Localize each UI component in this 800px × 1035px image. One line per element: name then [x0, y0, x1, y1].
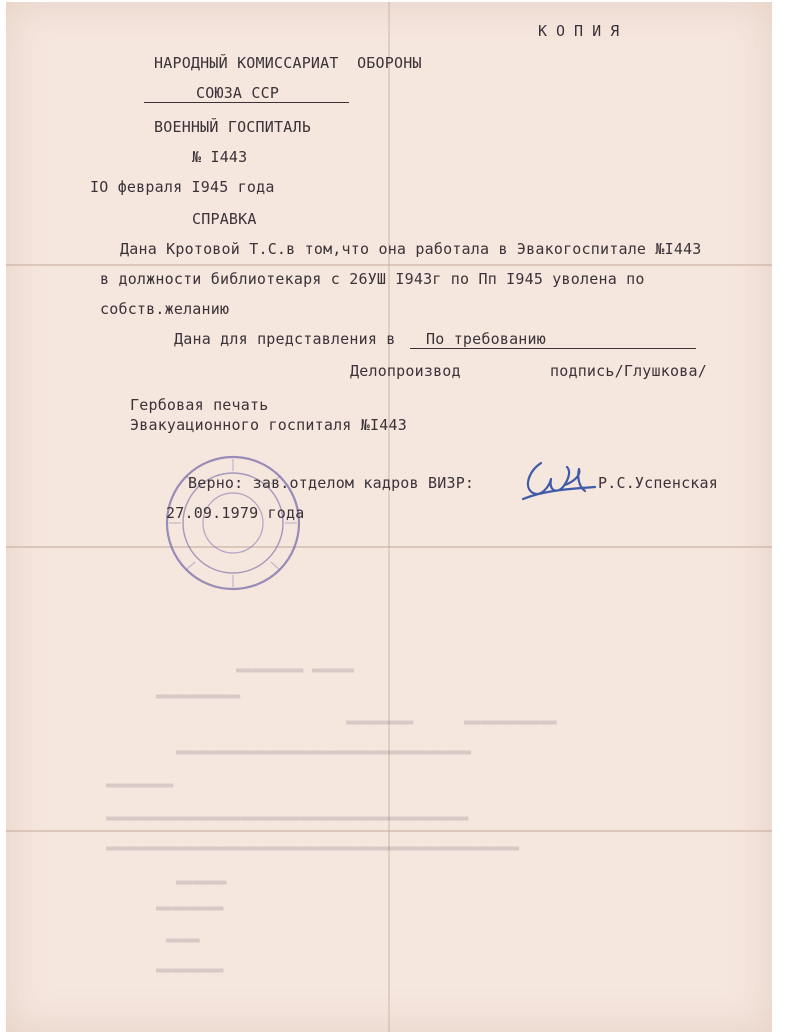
- header-line-3: ВОЕННЫЙ ГОСПИТАЛЬ: [154, 118, 311, 136]
- document-title: СПРАВКА: [192, 210, 257, 228]
- header-line-1: НАРОДНЫЙ КОМИССАРИАТ ОБОРОНЫ: [154, 54, 422, 72]
- seal-note-line-2: Эвакуационного госпиталя №I443: [130, 416, 407, 434]
- body-line-1: Дана Кротовой Т.С.в том,что она работала в Эвакогоспитале №I443: [120, 240, 702, 258]
- certifier-name: Р.С.Успенская: [598, 474, 718, 492]
- purpose-prefix: Дана для представления в: [174, 330, 396, 348]
- issue-date: IO февраля I945 года: [90, 178, 275, 196]
- copy-mark: КОПИЯ: [538, 22, 629, 40]
- records-label: Делопроизвод: [350, 362, 461, 380]
- header-underline: [144, 102, 349, 103]
- records-signature: подпись/Глушкова/: [550, 362, 707, 380]
- purpose-value: По требованию: [426, 330, 546, 348]
- header-line-2: СОЮЗА ССР: [196, 84, 280, 102]
- header-line-4: № I443: [192, 148, 248, 166]
- fold-line: [388, 2, 390, 1032]
- body-line-3: собств.желанию: [100, 300, 230, 318]
- document-page: ▬▬▬▬▬▬▬▬ ▬▬▬▬▬ ▬▬▬▬▬▬▬▬▬▬ ▬▬▬▬▬▬▬▬ ▬▬▬▬▬▬▬▬▬▬▬ ▬▬▬▬▬▬▬▬▬▬▬▬▬▬▬▬▬▬▬▬▬▬▬▬▬▬▬▬▬▬▬▬▬▬▬ ▬▬▬▬▬▬▬▬ ▬▬▬▬▬▬▬▬▬▬▬▬▬▬▬▬▬▬▬▬▬▬▬▬▬▬▬▬▬▬▬▬▬▬▬▬▬▬▬▬▬▬▬ ▬▬▬▬▬▬▬▬▬▬▬▬▬▬▬▬▬▬▬▬▬▬▬▬▬▬▬▬▬▬▬▬▬▬▬▬▬▬▬▬▬▬▬▬▬▬▬▬▬ ▬▬▬▬▬▬ ▬▬▬▬▬▬▬▬ ▬▬▬▬ ▬▬▬▬▬▬▬▬ КОПИЯ НАРОДНЫЙ КОМИССАРИАТ ОБОРОНЫ СОЮЗА ССР ВОЕННЫЙ ГОСПИТАЛЬ № I443 IO февраля I945 года СПРАВКА Дана Кротовой Т.С.в том,что она работала в Эвакогоспитале №I443 в должности библиотекаря с 26УШ I943г по Пп I945 уволена по собств.желанию Дана для представления в По требованию Делопроизвод подпись/Глушкова/ Гербовая печать Эвакуационного госпиталя №I443 Верно: зав.отделом кадров ВИЗР: Р.С.Успенская 27.09.1979 года: [6, 2, 772, 1032]
- seal-note-line-1: Гербовая печать: [130, 396, 269, 414]
- certification-date: 27.09.1979 года: [166, 504, 305, 522]
- body-line-2: в должности библиотекаря с 26УШ I943г по Пп I945 уволена по: [100, 270, 645, 288]
- purpose-underline: [410, 348, 696, 349]
- handwritten-signature: [519, 457, 599, 507]
- certification-text: Верно: зав.отделом кадров ВИЗР:: [188, 474, 475, 492]
